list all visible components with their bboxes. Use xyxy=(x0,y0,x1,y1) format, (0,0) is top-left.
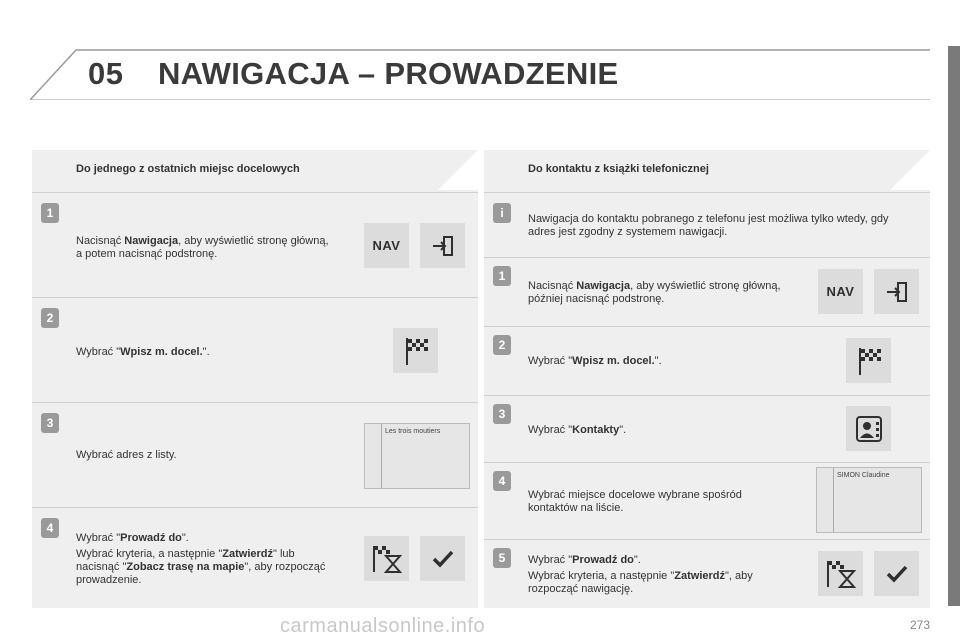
flag-hourglass-icon xyxy=(364,536,409,581)
left-step-3 xyxy=(32,402,478,507)
text-part: , aby wyświetlić stronę główną, a potem nacisnąć podstronę. xyxy=(76,235,329,260)
step-number-badge: 1 xyxy=(493,266,511,286)
left-step-1 xyxy=(32,192,478,297)
text-bold: Zatwierdź xyxy=(674,570,725,582)
right-step-5 xyxy=(484,539,930,608)
step-number-badge: 3 xyxy=(493,404,511,424)
left-step-2 xyxy=(32,297,478,402)
text-bold: Nawigacja xyxy=(124,235,179,247)
step-number-badge: 4 xyxy=(41,518,59,538)
nav-button-icon xyxy=(364,223,409,268)
chapter-number: 05 xyxy=(88,56,124,91)
right-step-2 xyxy=(484,326,930,395)
scrollbar xyxy=(817,468,834,532)
checkered-flag-glyph xyxy=(402,336,430,366)
nav-label: NAV xyxy=(372,238,401,253)
nav-label: NAV xyxy=(826,284,855,299)
checkered-flag-glyph xyxy=(855,346,883,376)
step-text xyxy=(76,346,336,359)
text-part: ", aby rozpocząć prowadzenie. xyxy=(76,561,326,586)
contacts-glyph xyxy=(854,414,884,444)
text-part: ". xyxy=(619,424,627,436)
list-entry: Les trois moutiers xyxy=(385,428,441,435)
left-column xyxy=(32,150,478,608)
step-number-badge: 4 xyxy=(493,471,511,491)
text-bold: Wpisz m. docel. xyxy=(572,355,655,367)
step-number-badge: 2 xyxy=(41,308,59,328)
text-bold: Zobacz trasę na mapie xyxy=(126,561,245,573)
text-part: ". xyxy=(181,532,189,544)
text-part: Wybrać " xyxy=(528,554,573,566)
step-text xyxy=(528,280,788,306)
step-text xyxy=(528,355,788,368)
subpage-glyph xyxy=(885,280,909,304)
flag-hourglass-glyph xyxy=(372,544,402,574)
text-bold: Zatwierdź xyxy=(222,548,273,560)
step-text xyxy=(76,235,336,261)
checkmark-icon xyxy=(874,551,919,596)
step-text xyxy=(528,554,798,596)
text-part: ". xyxy=(202,346,210,358)
chapter-header xyxy=(30,48,930,100)
flag-icon xyxy=(846,338,891,383)
chapter-title: NAWIGACJA – PROWADZENIE xyxy=(158,56,619,91)
info-text: Nawigacja do kontaktu pobranego z telefonu jest możliwa tylko wtedy, gdy adres jest zgodny z systemem nawigacji. xyxy=(528,213,889,238)
text-part: Wybrać " xyxy=(76,532,121,544)
step-number-badge: 2 xyxy=(493,335,511,355)
text-part: Wybrać kryteria, a następnie " xyxy=(528,570,675,582)
step-text: Wybrać adres z listy. xyxy=(76,449,177,461)
contacts-icon xyxy=(846,406,891,451)
right-info-note xyxy=(484,192,930,257)
text-part: Wybrać " xyxy=(528,424,573,436)
step-text: Wybrać miejsce docelowe wybrane spośród kontaktów na liście. xyxy=(528,489,742,514)
text-part: , aby wyświetlić stronę główną, później nacisnąć podstronę. xyxy=(528,280,781,305)
checkmark-glyph xyxy=(432,549,454,569)
step-text xyxy=(528,424,788,437)
checkmark-icon xyxy=(420,536,465,581)
flag-icon xyxy=(393,328,438,373)
side-tab xyxy=(948,46,960,606)
contact-entry: SIMON Claudine xyxy=(837,472,890,479)
list-screen-thumbnail xyxy=(364,423,470,489)
text-part: Nacisnąć xyxy=(528,280,577,292)
text-bold: Wpisz m. docel. xyxy=(120,346,203,358)
subpage-glyph xyxy=(431,234,455,258)
right-step-1 xyxy=(484,257,930,326)
text-bold: Prowadź do xyxy=(572,554,634,566)
scrollbar xyxy=(365,424,382,488)
right-column-header xyxy=(484,150,930,190)
right-step-3 xyxy=(484,395,930,462)
text-part: Wybrać " xyxy=(528,355,573,367)
step-text xyxy=(76,532,336,587)
right-column-title: Do kontaktu z książki telefonicznej xyxy=(528,163,709,175)
right-step-4 xyxy=(484,462,930,539)
subpage-icon xyxy=(874,269,919,314)
left-column-title: Do jednego z ostatnich miejsc docelowych xyxy=(76,163,300,175)
text-bold: Prowadź do xyxy=(120,532,182,544)
subpage-icon xyxy=(420,223,465,268)
text-bold: Kontakty xyxy=(572,424,620,436)
page-number: 273 xyxy=(909,618,930,632)
text-part: Wybrać " xyxy=(76,346,121,358)
text-part: ". xyxy=(633,554,641,566)
nav-button-icon xyxy=(818,269,863,314)
flag-hourglass-icon xyxy=(818,551,863,596)
text-part: ", aby rozpocząć nawigację. xyxy=(528,570,753,595)
text-part: Wybrać kryteria, a następnie " xyxy=(76,548,223,560)
step-number-badge: 3 xyxy=(41,413,59,433)
flag-hourglass-glyph xyxy=(826,559,856,589)
step-number-badge: 1 xyxy=(41,203,59,223)
text-bold: Nawigacja xyxy=(576,280,631,292)
text-part: ". xyxy=(654,355,662,367)
left-column-header xyxy=(32,150,478,190)
right-column xyxy=(484,150,930,608)
info-icon: i xyxy=(493,203,511,223)
checkmark-glyph xyxy=(886,564,908,584)
text-part: Nacisnąć xyxy=(76,235,125,247)
watermark: carmanualsonline.info xyxy=(280,615,486,637)
text-part: " lub nacisnąć " xyxy=(76,548,295,573)
contact-screen-thumbnail xyxy=(816,467,922,533)
step-number-badge: 5 xyxy=(493,548,511,568)
left-step-4 xyxy=(32,507,478,608)
